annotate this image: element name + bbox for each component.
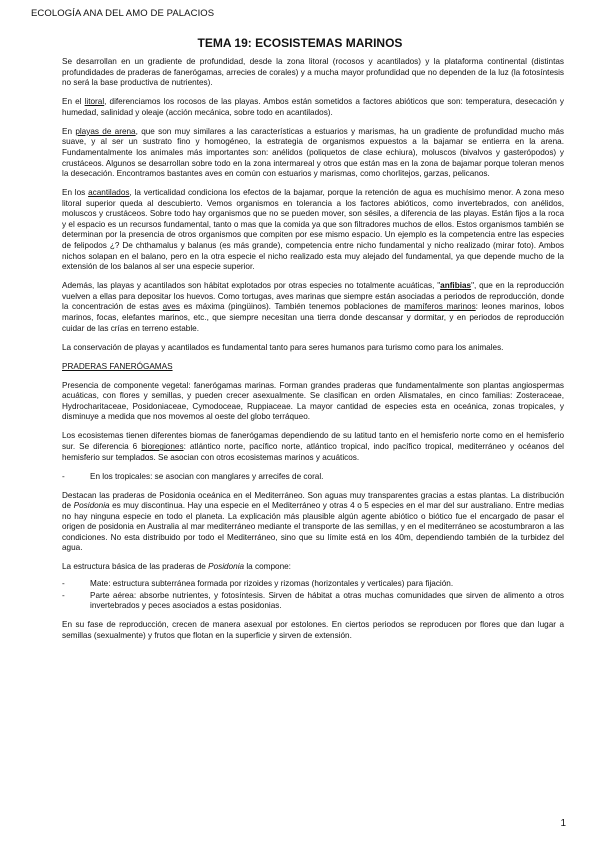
- paragraph-conservacion: La conservación de playas y acantilados es fundamental tanto para seres humanos para turismo como para los animales.: [62, 342, 504, 352]
- list-item: - Parte aérea: absorbe nutrientes, y fotosíntesis. Sirven de hábitat a otras muchas comunidades que sirven de alimento a otros invertebrados y peces asociados a estas posidonias.: [62, 591, 564, 612]
- bullet-list: [62, 579, 564, 612]
- underlined-term: anfibias: [440, 281, 472, 291]
- underlined-term: bioregiones: [141, 441, 184, 451]
- text-run: , que son muy similares a las características a estuarios y marismas, ha un gradiente de profundidad mucho más suave, y al ser un sustrato fino y homogéneo, la estrategia de organismos expuestos a la bajamar se entierra en la arena. Fundamentalmente los animales más importantes son: anélidos (poliquetos de clase echiura), moluscos (bivalvos y gasterópodos) y crustáceos. Algunos se desarrollan sobre todo en la zona intermareal y otros que están mas en la zona de bajamar porque toleran menos la desecación. Encontramos bastantes aves en común con estuarios y marismas, como chorlitejos, garzas, pelicanos.: [62, 126, 564, 179]
- page-number: 1: [560, 818, 566, 829]
- text-run: es muy discontinua. Hay una especie en el Mediterráneo y otras 4 o 5 especies en el mar del sur australiano. Entre medias no hay ninguna especie en todo el planeta. La explicación más plausible algún agente abiótico o biótico fue el encargado de pasar el origen de posidonia en Australia al mar mediterráneo mediante el transporte de las semillas, y en el mediterráneo se acostumbraron a las condiciones. No esta distribuido por todo el Mediterráneo, sino que su límite está en los 40m, dependiendo también de la turbidez del agua.: [62, 501, 565, 553]
- running-header: ECOLOGÍA ANA DEL AMO DE PALACIOS: [31, 8, 215, 19]
- text-run: : leones marinos, lobos marinos, focas, elefantes marinos, etc., que siempre necesitan una tierra donde descansar y dormitar, y en periodos de reproducción cuidar de las crías en terreno estable.: [62, 302, 564, 333]
- section-heading: [62, 362, 564, 373]
- paragraph-intro: Se desarrollan en un gradiente de profundidad, desde la zona litoral (rocosos y acantilados) y la plataforma continental (distintas profundidades de praderas de fanerógamas, arrecies de corales) y a mucha mayor profundidad que no dependen de la luz (la fotosíntesis no será la base productiva de nutrientes).: [62, 57, 564, 88]
- text-run: En: [62, 126, 76, 136]
- underlined-term: aves: [162, 302, 180, 312]
- paragraph-playas: [62, 127, 564, 180]
- text-run: La estructura básica de las praderas de: [62, 562, 209, 572]
- text-run: la compone:: [244, 562, 291, 572]
- document-body: [62, 57, 564, 650]
- underlined-term: playas de arena: [75, 126, 136, 136]
- paragraph-bioregiones: [62, 431, 564, 463]
- underlined-term: acantilados: [88, 188, 130, 198]
- text-run: : atlántico norte, pacífico norte, atlántico tropical, indo pacífico tropical, mediterráneo y océanos del hemisferio sur templados. Se asocian con otros ecosistemas marinos y acuáticos.: [62, 441, 564, 462]
- text-run: Además, las playas y acantilados son hábitat explotados por otras especies no totalmente acuáticas, ": [62, 281, 441, 291]
- paragraph-anfibias: [62, 281, 564, 334]
- section-heading-text: PRADERAS FANERÓGAMAS: [62, 361, 173, 371]
- underlined-term: mamíferos marinos: [404, 302, 476, 312]
- paragraph-estructura: [62, 562, 564, 573]
- italic-term: Posidonia: [208, 562, 245, 572]
- list-item: - Mate: estructura subterránea formada por rizoides y rizomas (horizontales y verticales) para fijación.: [62, 579, 564, 590]
- bullet-list: [62, 472, 564, 483]
- paragraph-litoral: [62, 97, 564, 118]
- text-run: Los ecosistemas tienen diferentes biomas de fanerógamas dependiendo de su latitud tanto en el hemisferio norte como en el hemisferio sur. Se diferencia 6: [62, 431, 564, 451]
- text-run: ", que en la reproducción vuelven a ellas para depositar los huevos. Como tortugas, aves marinas que siempre están asociadas a periodos de reproducción, donde la concentración de estas: [62, 281, 564, 312]
- text-run: En el: [62, 97, 85, 107]
- text-run: , diferenciamos los rocosos de las playas. Ambos están sometidos a factores abióticos que son: temperatura, desecación y humedad, salinidad y oleaje (acción mecánica, sobre todo en acantilados).: [62, 97, 565, 117]
- list-item: - En los tropicales: se asocian con manglares y arrecifes de coral.: [62, 472, 564, 483]
- italic-term: Posidonia: [73, 501, 110, 511]
- text-run: , la verticalidad condiciona los efectos de la bajamar, porque la retención de agua es muchísimo menor. A zona meso litoral superior queda al descubierto. Vemos organismos en tolerancia a los factores abióticos, como invertebrados, con anélidos, moluscos y crustáceos. Sobre todo hay organismos que no se pueden mover, son sésiles, a diferencia de las playas. Están fijos a la roca y el espacio es un recursos fundamental, tanto o mas que la comida ya que son filtradores muchos de ellos. Estos organismos también se determinan por la presencia de otros organismos que compiten por ese mismo espacio. Un ejemplo es la competencia entre las especies de felipodos ¿? De chthamalus y balanus (es más grande), competencia entre nicho fundamental y nicho realizado (mirar foto). Ambos nichos solapan en el balano, pero en la otra especie el nicho realizado esta muy alejado del fundamental, ya que depende mucho de la extensión de los balanos al ser una especie superior.: [62, 188, 564, 272]
- page-title: TEMA 19: ECOSISTEMAS MARINOS: [197, 36, 403, 50]
- paragraph-acantilados: [62, 188, 564, 273]
- underlined-term: litoral: [84, 97, 105, 107]
- text-run: Destacan las praderas de Posidonia oceánica en el Mediterráneo. Son aguas muy transparentes gracias a estas plantas. La distribución de: [62, 490, 564, 511]
- paragraph-posidonia: [62, 491, 564, 555]
- text-run: En los: [62, 188, 89, 198]
- paragraph-fanerogamas: Presencia de componente vegetal: fanerógamas marinas. Forman grandes praderas que fundamentalmente son plantas angiospermas acuáticas, con flores y semillas, y pueden crecer asexualmente. Se clasifican en orden Alismatales, en cinco familias: Zosteraceae, Hydrocharitaceae, Posidoniaceae, Cymodoceae, Ruppiaceae. La mayor cantidad de especies esta en oceánica, zonas tropicales, y disminuye a medida que nos movemos al oeste del globo terráqueo.: [62, 380, 564, 422]
- text-run: es máxima (pingüinos). También tenemos poblaciones de: [179, 302, 405, 312]
- paragraph-reproduccion: En su fase de reproducción, crecen de manera asexual por estolones. En ciertos periodos se reproducen por flores que dan lugar a semillas (sexualmente) y frutos que flotan en la superficie y sirven de extensión.: [62, 620, 564, 640]
